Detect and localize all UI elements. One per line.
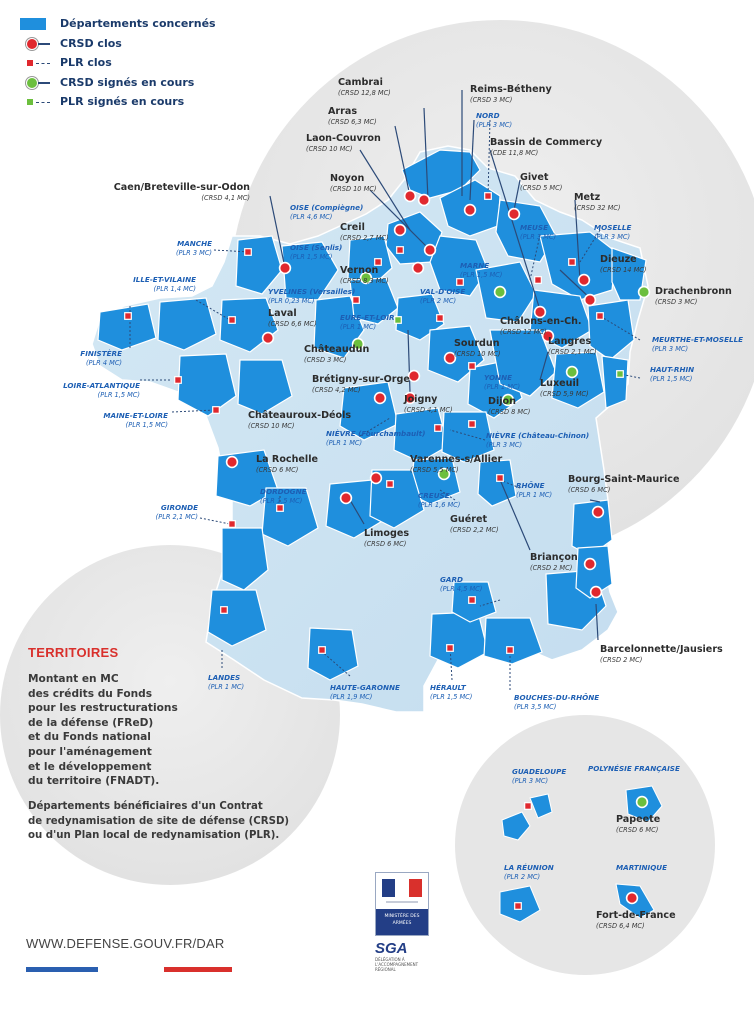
place-amount: (PLR 4,6 MC)	[290, 213, 333, 221]
place-amount: (PLR 1,5 MC)	[290, 253, 333, 261]
site-marker-icon	[395, 225, 406, 236]
place-amount: (PLR 1 MC)	[326, 439, 363, 447]
sga-subtitle: DÉLÉGATION À L'ACCOMPAGNEMENT RÉGIONAL	[375, 957, 419, 972]
place-amount: (CRSD 6,3 MC)	[328, 118, 377, 126]
place-amount: (PLR 4,5 MC)	[440, 585, 483, 593]
place-amount: (CRSD 6 MC)	[364, 540, 407, 548]
ministry-label: MINISTÈRE DES ARMÉES	[376, 909, 428, 935]
legend-item-crsd-en-cours	[18, 73, 216, 93]
site-marker-icon	[341, 493, 352, 504]
place-amount: (CRSD 2 MC)	[600, 656, 643, 664]
site-marker-icon	[213, 407, 220, 414]
place-amount: (PLR 1,5 MC)	[125, 421, 168, 429]
place-name: POLYNÉSIE FRANÇAISE	[588, 764, 680, 773]
place-name: LANDES	[208, 673, 241, 682]
site-marker-icon	[509, 209, 520, 220]
green-circle-icon	[26, 77, 38, 89]
red-square-icon	[27, 60, 33, 66]
place-amount: (CRSD 14 MC)	[600, 266, 647, 274]
place-amount: (PLR 3 MC)	[594, 233, 631, 241]
place-amount: (PLR 3,5 MC)	[514, 703, 557, 711]
place-name: HAUTE-GARONNE	[330, 683, 400, 692]
site-marker-icon	[245, 249, 252, 256]
site-marker-icon	[229, 317, 236, 324]
place-name: MAINE-ET-LOIRE	[103, 411, 168, 420]
place-amount: (PLR 3 MC)	[652, 345, 689, 353]
site-marker-icon	[437, 315, 444, 322]
legend-item-crsd-clos	[18, 34, 216, 54]
place-name: MEURTHE-ET-MOSELLE	[652, 335, 744, 344]
site-marker-icon	[585, 295, 596, 306]
site-marker-icon	[419, 195, 430, 206]
place-amount: (CRSD 10 MC)	[330, 185, 377, 193]
site-marker-icon	[175, 377, 182, 384]
place-amount: (CRSD 6 MC)	[568, 486, 611, 494]
place-name: Langres	[548, 336, 592, 347]
place-name: LOIRE-ATLANTIQUE	[63, 381, 140, 390]
site-marker-icon	[387, 481, 394, 488]
place-amount: (CRSD 3 MC)	[655, 298, 698, 306]
place-name: Joigny	[404, 394, 438, 405]
place-name: Fort-de-France	[596, 910, 676, 921]
place-name: La Rochelle	[256, 454, 319, 465]
place-amount: (PLR 4 MC)	[85, 359, 122, 367]
place-name: Dieuze	[600, 254, 637, 265]
place-name: MARTINIQUE	[616, 863, 668, 872]
place-name: Briançon	[530, 552, 578, 563]
place-name: Châteauroux-Déols	[248, 410, 352, 421]
site-marker-icon	[469, 363, 476, 370]
place-amount: (PLR 1 MC)	[340, 323, 377, 331]
site-marker-icon	[639, 287, 650, 298]
site-marker-icon	[507, 647, 514, 654]
place-name: VAL-D'OISE	[420, 287, 466, 296]
place-name: Dijon	[488, 396, 516, 407]
place-name: Limoges	[364, 528, 410, 539]
site-marker-icon	[627, 893, 638, 904]
place-name: Châlons-en-Ch.	[500, 316, 582, 327]
place-name: Creil	[340, 222, 365, 233]
place-name: MEUSE	[520, 223, 548, 232]
place-amount: (PLR 3 MC)	[520, 233, 557, 241]
place-name: Sourdun	[454, 338, 500, 349]
place-name: HAUT-RHIN	[650, 365, 695, 374]
montant-text	[28, 672, 228, 789]
place-amount: (CRSD 6,4 MC)	[596, 922, 645, 930]
montant-line: Montant en MC	[28, 673, 119, 685]
site-marker-icon	[485, 193, 492, 200]
place-amount: (CRSD 3 MC)	[304, 356, 347, 364]
place-amount: (CRSD 10 MC)	[454, 350, 501, 358]
montant-line: et du Fonds national	[28, 731, 151, 744]
place-name: ILLE-ET-VILAINE	[133, 275, 196, 284]
place-name: Varennes-s/Allier	[410, 454, 503, 465]
site-marker-icon	[125, 313, 132, 320]
site-marker-icon	[371, 473, 382, 484]
place-amount: (CRSD 2,1 MC)	[548, 348, 597, 356]
place-amount: (PLR 2,1 MC)	[155, 513, 198, 521]
place-amount: (CRSD 4,1 MC)	[404, 406, 453, 414]
site-marker-icon	[593, 507, 604, 518]
place-amount: (PLR 1 MC)	[208, 683, 245, 691]
montant-line: pour les restructurations	[28, 702, 178, 715]
blue-rule	[26, 967, 98, 972]
place-name: NORD	[476, 111, 500, 120]
place-name: OISE (Compiègne)	[290, 203, 364, 212]
montant-line: et le développement	[28, 760, 152, 773]
site-marker-icon	[597, 313, 604, 320]
place-amount: (CRSD 8,3 MC)	[340, 277, 389, 285]
place-name: Châteaudun	[304, 344, 370, 355]
place-name: GUADELOUPE	[512, 767, 567, 776]
place-amount: (CRSD 2,2 MC)	[450, 526, 499, 534]
place-name: Vernon	[340, 265, 379, 276]
place-name: DORDOGNE	[260, 487, 307, 496]
beneficiaires-text	[28, 800, 318, 844]
place-name: GIRONDE	[160, 503, 198, 512]
place-amount: (CRSD 12 MC)	[500, 328, 547, 336]
site-marker-icon	[319, 647, 326, 654]
place-name: MARNE	[460, 261, 490, 270]
site-marker-icon	[405, 191, 416, 202]
site-marker-icon	[469, 421, 476, 428]
place-name: Drachenbronn	[655, 286, 732, 297]
place-name: CREUSE	[418, 491, 450, 500]
place-name: BOUCHES-DU-RHÔNE	[514, 693, 600, 702]
legend-item-plr-clos	[18, 53, 216, 73]
place-name: Laval	[268, 308, 297, 319]
place-name: YVELINES (Versailles)	[268, 287, 356, 296]
green-square-icon	[27, 99, 33, 105]
place-name: LA RÉUNION	[504, 863, 554, 872]
place-amount: (PLR 1 MC)	[516, 491, 553, 499]
place-amount: (CRSD 2 MC)	[530, 564, 573, 572]
place-name: HÉRAULT	[430, 683, 466, 692]
benef-line: ou d'un Plan local de redynamisation (PLR).	[28, 830, 280, 841]
place-amount: (CRSD 2,7 MC)	[340, 234, 389, 242]
sga-wordmark: SGA	[375, 940, 408, 957]
place-amount: (CRSD 8 MC)	[488, 408, 531, 416]
place-amount: (CRSD 4,2 MC)	[312, 386, 361, 394]
site-marker-icon	[617, 371, 624, 378]
site-marker-icon	[535, 277, 542, 284]
montant-line: de la défense (FReD)	[28, 716, 154, 729]
site-marker-icon	[409, 371, 420, 382]
place-amount: (CRSD 6,6 MC)	[268, 320, 317, 328]
montant-line: pour l'aménagement	[28, 745, 152, 758]
place-amount: (PLR 1,5 MC)	[260, 497, 303, 505]
place-name: NIÈVRE (Fourchambault)	[326, 429, 426, 438]
place-amount: (PLR 1,5 MC)	[650, 375, 693, 383]
legend-label: CRSD signés en cours	[60, 75, 195, 89]
place-amount: (PLR 1,4 MC)	[153, 285, 196, 293]
site-marker-icon	[579, 275, 590, 286]
place-amount: (CRSD 10 MC)	[248, 422, 295, 430]
place-amount: (CRSD 32 MC)	[574, 204, 621, 212]
site-marker-icon	[221, 607, 228, 614]
site-marker-icon	[567, 367, 578, 378]
site-marker-icon	[413, 263, 424, 274]
site-marker-icon	[569, 259, 576, 266]
place-amount: (CDE 11,8 MC)	[490, 149, 539, 157]
place-name: NIÈVRE (Château-Chinon)	[486, 431, 590, 440]
site-marker-icon	[280, 263, 291, 274]
place-name: Bourg-Saint-Maurice	[568, 474, 680, 485]
site-marker-icon	[229, 521, 236, 528]
site-marker-icon	[497, 475, 504, 482]
site-marker-icon	[591, 587, 602, 598]
legend-label: PLR clos	[60, 56, 112, 70]
place-amount: (CRSD 12,8 MC)	[338, 89, 391, 97]
place-amount: (CRSD 5,9 MC)	[540, 390, 589, 398]
place-amount: (PLR 3 MC)	[175, 249, 212, 257]
place-name: EURE-ET-LOIR	[340, 313, 395, 322]
site-marker-icon	[435, 425, 442, 432]
site-marker-icon	[397, 247, 404, 254]
place-name: Givet	[520, 172, 549, 183]
place-amount: (PLR 3 MC)	[476, 121, 513, 129]
place-amount: (CRSD 5 MC)	[520, 184, 563, 192]
site-marker-icon	[457, 279, 464, 286]
website-link[interactable]: WWW.DEFENSE.GOUV.FR/DAR	[26, 936, 225, 951]
site-marker-icon	[637, 797, 648, 808]
place-name: GARD	[440, 575, 463, 584]
site-marker-icon	[447, 645, 454, 652]
place-amount: (CRSD 3 MC)	[470, 96, 513, 104]
place-amount: (PLR 1,5 MC)	[97, 391, 140, 399]
place-name: Arras	[328, 106, 358, 117]
place-name: Metz	[574, 192, 601, 203]
site-marker-icon	[465, 205, 476, 216]
legend	[18, 14, 216, 112]
territoires-heading: TERRITOIRES	[28, 645, 119, 660]
place-amount: (PLR 2 MC)	[504, 873, 541, 881]
site-marker-icon	[375, 393, 386, 404]
place-name: MOSELLE	[594, 223, 632, 232]
site-marker-icon	[495, 287, 506, 298]
place-amount: (CRSD 4,1 MC)	[201, 194, 250, 202]
montant-line: du territoire (FNADT).	[28, 775, 160, 788]
site-marker-icon	[469, 597, 476, 604]
site-marker-icon	[277, 505, 284, 512]
montant-line: des crédits du Fonds	[28, 687, 153, 700]
place-amount: (PLR 2 MC)	[420, 297, 457, 305]
place-amount: (PLR 1 MC)	[484, 383, 521, 391]
site-marker-icon	[263, 333, 274, 344]
site-marker-icon	[585, 559, 596, 570]
place-amount: (PLR 0,23 MC)	[268, 297, 315, 305]
place-amount: (PLR 1,9 MC)	[330, 693, 373, 701]
place-name: YONNE	[484, 373, 512, 382]
place-name: Luxeuil	[540, 378, 580, 389]
place-amount: (PLR 3 MC)	[486, 441, 523, 449]
place-name: Brétigny-sur-Orge	[312, 374, 410, 385]
place-name: Papeete	[616, 814, 661, 825]
place-name: Cambrai	[338, 77, 383, 88]
place-name: Reims-Bétheny	[470, 84, 552, 95]
legend-label: CRSD clos	[60, 36, 122, 50]
place-amount: (CRSD 5,5 MC)	[410, 466, 459, 474]
place-amount: (PLR 1,5 MC)	[460, 271, 503, 279]
site-marker-icon	[425, 245, 436, 256]
sga-logo	[375, 940, 435, 980]
legend-item-plr-en-cours	[18, 92, 216, 112]
legend-label: PLR signés en cours	[60, 95, 185, 109]
legend-label: Départements concernés	[60, 17, 216, 31]
place-name: MANCHE	[177, 239, 212, 248]
place-name: Barcelonnette/Jausiers	[600, 644, 723, 655]
place-amount: (CRSD 6 MC)	[256, 466, 299, 474]
place-amount: (PLR 1,6 MC)	[418, 501, 461, 509]
red-circle-icon	[26, 38, 38, 50]
benef-line: de redynamisation de site de défense (CRSD)	[28, 815, 290, 827]
place-name: Caen/Breteville-sur-Odon	[113, 182, 250, 193]
place-name: Noyon	[330, 173, 365, 184]
place-name: OISE (Senlis)	[290, 243, 343, 252]
site-marker-icon	[395, 317, 402, 324]
flag-icon	[382, 879, 422, 897]
site-marker-icon	[525, 803, 532, 810]
site-marker-icon	[227, 457, 238, 468]
place-name: RHÔNE	[516, 481, 545, 490]
place-amount: (CRSD 10 MC)	[306, 145, 353, 153]
site-marker-icon	[353, 297, 360, 304]
red-rule	[164, 967, 232, 972]
place-name: FINISTÈRE	[80, 349, 122, 358]
place-amount: (CRSD 6 MC)	[616, 826, 659, 834]
benef-line: Départements bénéficiaires d'un Contrat	[28, 801, 263, 812]
place-name: Guéret	[450, 514, 488, 525]
blue-swatch-icon	[20, 18, 46, 30]
legend-item-departements	[18, 14, 216, 34]
place-name: Laon-Couvron	[306, 133, 381, 144]
site-marker-icon	[515, 903, 522, 910]
place-amount: (PLR 1,5 MC)	[430, 693, 473, 701]
place-name: Bassin de Commercy	[490, 137, 603, 148]
place-amount: (PLR 3 MC)	[512, 777, 549, 785]
ministry-logo	[375, 872, 429, 936]
